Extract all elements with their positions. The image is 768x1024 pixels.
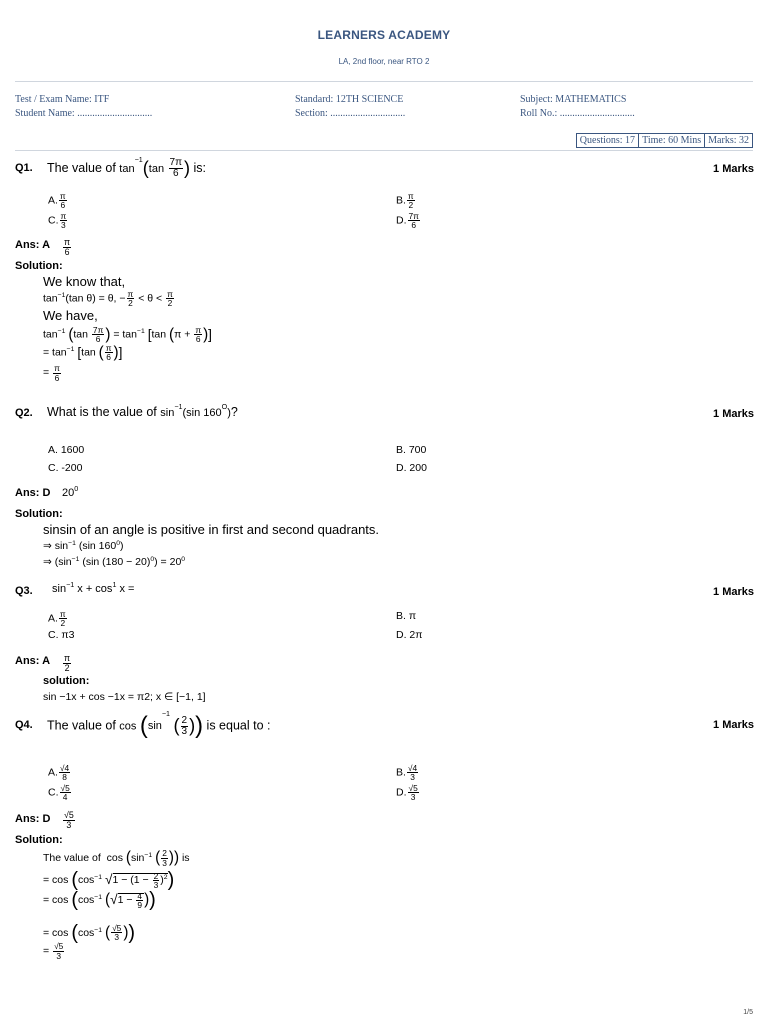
- answer-value: $\frac{√5}{3}$: [64, 810, 74, 830]
- question-number: Q4.: [15, 719, 33, 731]
- student-name: Student Name: ..............................: [15, 108, 153, 119]
- answer-line: Ans: D: [15, 813, 51, 825]
- test-name: Test / Exam Name: ITF: [15, 94, 110, 105]
- option-d: D. 200: [396, 462, 427, 474]
- question-marks: 1 Marks: [713, 408, 754, 420]
- answer-line: Ans: A: [15, 239, 51, 251]
- standard-info: [295, 93, 405, 121]
- standard: Standard: 12TH SCIENCE: [295, 94, 404, 105]
- option-b: B. π: [396, 610, 417, 622]
- header-divider: [15, 81, 753, 82]
- question-marks: 1 Marks: [713, 586, 754, 598]
- solution-label: solution:: [43, 675, 90, 687]
- question-marks: 1 Marks: [713, 163, 754, 175]
- academy-name: LEARNERS ACADEMY: [317, 28, 451, 42]
- answer-value: $20^0$: [62, 484, 79, 499]
- roll-no: Roll No.: ..............................: [520, 108, 635, 119]
- question-text: The value of $\cos (\sin^{-1}$ ( $\frac{2}{3}$ )) is equal to :: [47, 709, 271, 739]
- question-marks: 1 Marks: [713, 719, 754, 731]
- exam-stats: [576, 133, 753, 148]
- test-info: [15, 93, 152, 121]
- option-a: A. $\frac{\pi}{6}$: [48, 191, 66, 211]
- option-a: A. 1600: [48, 444, 85, 456]
- solution-body: We know that, $\tan^{-1}(\tan$ θ) = θ, − $\frac{\pi}{2}$ < θ < $\frac{\pi}{2}$ We have, $\tan^{-1} (\tan$ $\frac{7\pi}{6}$ ) = $\tan^{-1} [\tan$ (π + $\frac{\pi}{6}$ )] = $\tan^{-1} [\tan$ ( $\frac{\pi}{6}$ )] = $\frac{\pi}{6}$: [43, 274, 212, 383]
- answer-value: $\frac{\pi}{2}$: [64, 653, 71, 673]
- answer-value: $\frac{\pi}{6}$: [64, 237, 71, 257]
- option-d: D. 2π: [396, 629, 423, 641]
- solution-label: Solution:: [15, 508, 63, 520]
- question-text: The value of $\tan^{-1}(\tan$ $\frac{7\pi}{6}$ ) is:: [47, 155, 207, 179]
- question-number: Q1.: [15, 162, 33, 174]
- subject: Subject: MATHEMATICS: [520, 94, 627, 105]
- solution-body: sin −1x + cos −1x = π2; x ∈ [−1, 1]: [43, 691, 206, 703]
- stats-divider: [15, 150, 753, 151]
- option-b: B. $\frac{\pi}{2}$: [396, 191, 414, 211]
- page-number: 1/5: [743, 1009, 753, 1016]
- total-marks: Marks: 32: [708, 135, 749, 146]
- option-a: A. $\frac{√4}{8}$: [48, 763, 70, 783]
- option-c: C. $\frac{\pi}{3}$: [48, 211, 67, 231]
- subject-info: [520, 93, 635, 121]
- question-number: Q3.: [15, 585, 33, 597]
- question-number: Q2.: [15, 407, 33, 419]
- option-b: B. 700: [396, 444, 427, 456]
- question-text: $\sin^{-1} x + \cos^1 x$ =: [52, 580, 135, 595]
- time-limit: Time: 60 Mins: [639, 134, 705, 147]
- solution-label: Solution:: [15, 834, 63, 846]
- option-d: D. $\frac{7\pi}{6}$: [396, 211, 419, 231]
- solution-body: The value of $\cos (\sin^{-1}$ ( $\frac{2}{3}$ )) is = $\cos (\cos^{-1}$ √1 − (1 − $\frac{2}{3}$ )$^2$) = $\cos (\cos^{-1}$ (√1 − $\frac{4}{9}$ )) = $\cos (\cos^{-1}$ ( $\frac{√5}{3}$ )) = $\frac{√5}{3}$: [43, 848, 190, 961]
- option-a: A. $\frac{\pi}{2}$: [48, 609, 66, 629]
- questions-count: Questions: 17: [577, 134, 639, 147]
- answer-line: Ans: D: [15, 487, 51, 499]
- option-c: C. π3: [48, 629, 75, 641]
- option-c: C. $\frac{√5}{4}$: [48, 783, 70, 803]
- question-text: What is the value of $\sin^{-1}(\sin$ $160^O$)?: [47, 402, 238, 419]
- solution-label: Solution:: [15, 260, 63, 272]
- option-c: C. -200: [48, 462, 83, 474]
- academy-address: LA, 2nd floor, near RTO 2: [338, 57, 430, 66]
- section: Section: ..............................: [295, 108, 406, 119]
- answer-line: Ans: A: [15, 655, 51, 667]
- option-b: B. $\frac{√4}{3}$: [396, 763, 418, 783]
- solution-body: sinsin of an angle is positive in first and second quadrants. ⇒ $\sin^{-1} (\sin$ $160^0$) ⇒ ($\sin^{-1}$ (sin $(180 - 20)^0) = 20^0$: [43, 522, 380, 568]
- option-d: D. $\frac{√5}{3}$: [396, 783, 418, 803]
